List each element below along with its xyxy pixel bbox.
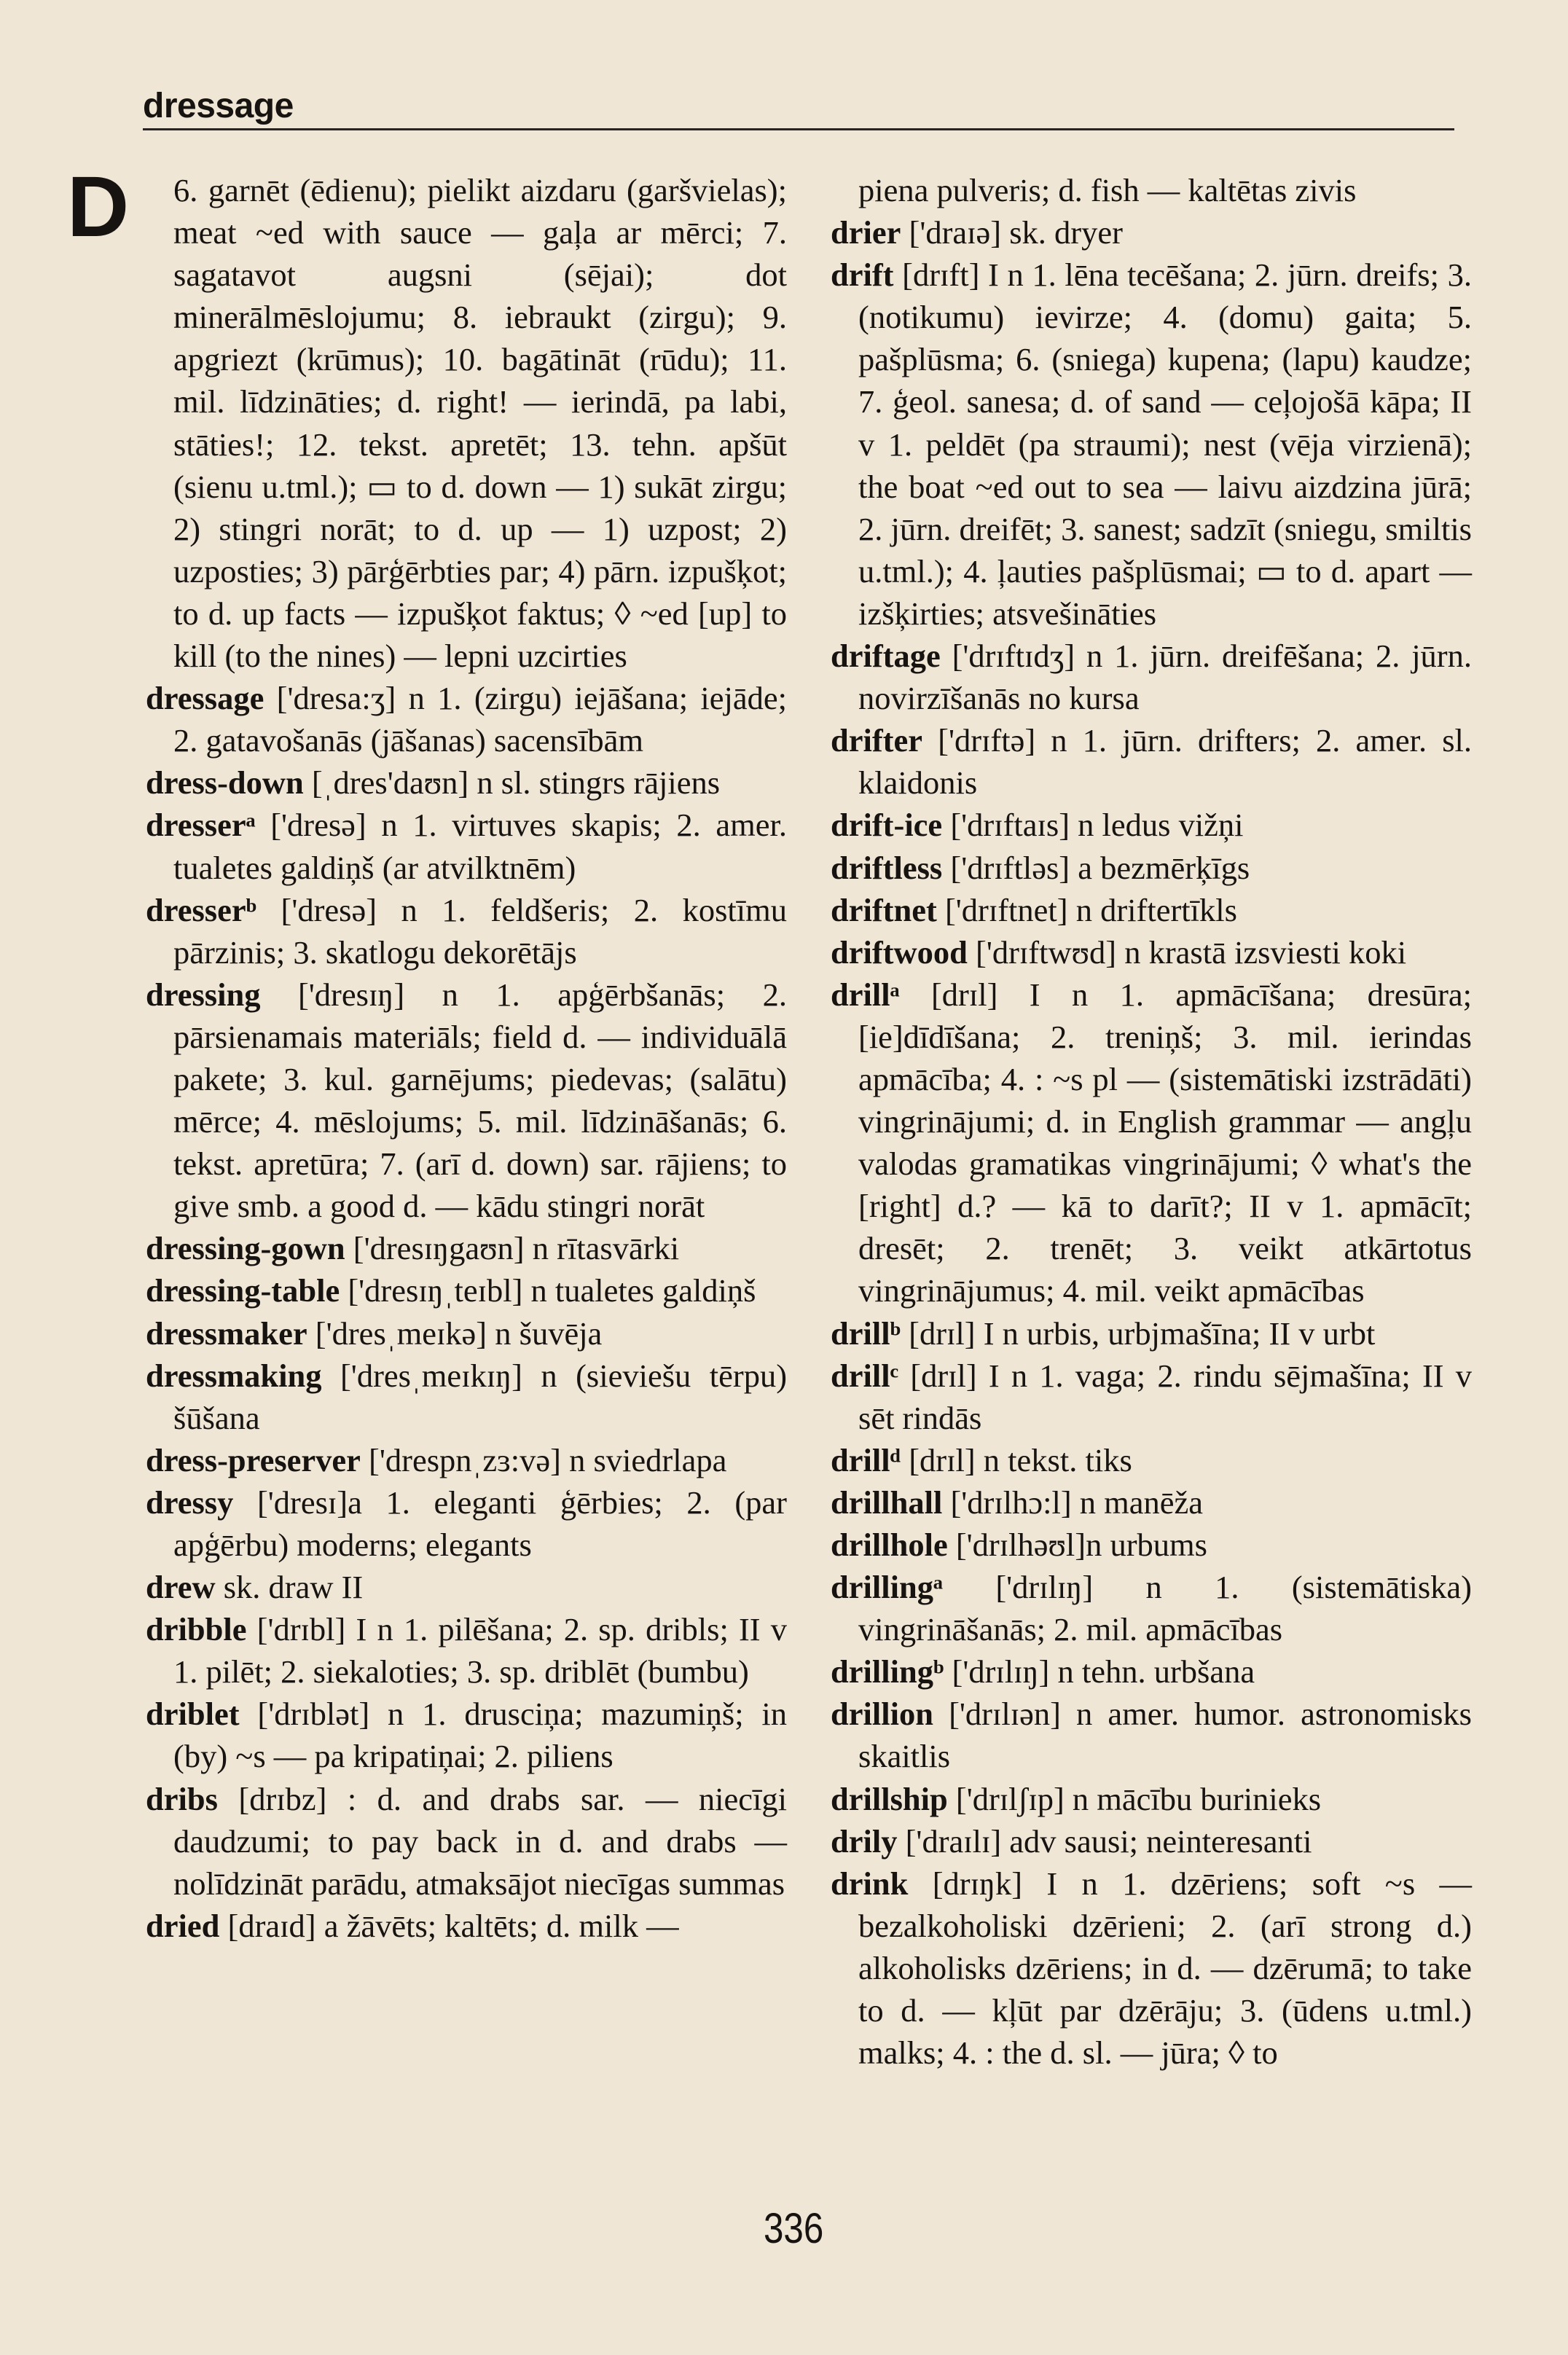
entry-text: [drɪŋk] I n 1. dzēriens; soft ~s — bezalkoholiski dzērieni; 2. (arī strong d.) alkoholisks dzēriens; in d. — dzērumā; to take to d. — kļūt par dzērāju; 3. (ūdens u.tml.) malks; 4. : the d. sl. — jūra; ◊ to	[858, 1865, 1472, 2072]
dictionary-entry	[831, 973, 1472, 1312]
entry-text: 6. garnēt (ēdienu); pielikt aizdaru (garšvielas); meat ~ed with sauce — gaļa ar mērci; 7. sagatavot augsni (sējai); dot minerālmēslojumu; 8. iebraukt (zirgu); 9. apgriezt (krūmus); 10. bagātināt (rūdu); 11. mil. līdzināties; d. right! — ierindā, pa labi, stāties!; 12. tekst. apretēt; 13. tehn. apšūt (sienu u.tml.); ▭ to d. down — 1) sukāt zirgu; 2) stingri norāt; to d. up — 1) uzpost; 2) uzposties; 3) pārģērbties par; 4) pārn. izpušķot; to d. up facts — izpušķot faktus; ◊ ~ed [up] to kill (to the nines) — lepni uzcirties	[173, 172, 787, 675]
headword: dresserᵇ	[146, 891, 257, 928]
dictionary-entry	[831, 1312, 1472, 1355]
dictionary-entry	[831, 804, 1472, 846]
entry-text: ['drɪlɪən] n amer. humor. astronomisks skaitlis	[858, 1696, 1473, 1775]
dictionary-entry	[831, 1439, 1472, 1481]
entry-text: ['draɪə] sk. dryer	[909, 214, 1123, 251]
entry-text: ['drɪbl] I n 1. pilēšana; 2. sp. dribls; II v 1. pilēt; 2. siekaloties; 3. sp. driblēt (bumbu)	[173, 1611, 787, 1690]
dictionary-entry	[831, 1481, 1472, 1524]
headword: dressage	[146, 680, 264, 717]
entry-text: ['drɪftnet] n driftertīkls	[944, 891, 1237, 928]
headword: drillingᵃ	[831, 1569, 943, 1606]
headword: dressmaker	[146, 1314, 307, 1352]
dictionary-entry	[146, 804, 787, 888]
headword: driftnet	[831, 891, 937, 928]
thumb-index-letter: D	[67, 159, 130, 255]
entry-text: ['dresə] n 1. feldšeris; 2. kostīmu pārzinis; 3. skatlogu dekorētājs	[173, 891, 787, 971]
entry-text: ['dresɪ]a 1. eleganti ģērbies; 2. (par apģērbu) moderns; elegants	[173, 1484, 787, 1563]
headword: drillion	[831, 1696, 933, 1733]
headword: drillᵃ	[831, 976, 900, 1013]
entry-text: ['drɪlhɔ:l] n manēža	[950, 1484, 1204, 1521]
entry-continuation	[831, 169, 1472, 211]
entry-text: ['dresɪŋgaʊn] n rītasvārki	[353, 1230, 680, 1267]
dictionary-entry	[831, 1524, 1472, 1566]
headword: drink	[831, 1865, 909, 1902]
dictionary-entry	[146, 677, 787, 761]
dictionary-entry	[146, 1905, 787, 1947]
dictionary-entry	[146, 1566, 787, 1608]
entry-text: [drɪl] n tekst. tiks	[909, 1441, 1132, 1478]
headword: drift-ice	[831, 807, 943, 844]
dictionary-entry	[831, 254, 1472, 635]
headword: dressing	[146, 976, 261, 1013]
dictionary-entry	[831, 889, 1472, 931]
dictionary-entry	[831, 635, 1472, 719]
entry-text: ['dresˌmeɪkɪŋ] n (sieviešu tērpu) šūšana	[173, 1357, 788, 1436]
dictionary-entry	[146, 1481, 787, 1566]
dictionary-entry	[831, 1566, 1472, 1650]
headword: dressing-table	[146, 1272, 340, 1309]
entry-text: ['drɪftɪdʒ] n 1. jūrn. dreifēšana; 2. jūrn. novirzīšanās no kursa	[858, 638, 1472, 717]
headword: drift	[831, 256, 894, 294]
entry-text: sk. draw II	[223, 1569, 364, 1606]
entry-text: [drɪl] I n 1. apmācīšana; dresūra; [ie]dīdīšana; 2. treniņš; 3. mil. ierindas apmācība; 4. : ~s pl — (sistemātiski izstrādāti) vingrinājumi; d. in English grammar — angļu valodas gramatikas vingrinājumi; ◊ what's the [right] d.? — kā to darīt?; II v 1. apmācīt; dresēt; 2. trenēt; 3. veikt atkārtotus vingrinājumus; 4. mil. veikt apmācības	[858, 976, 1472, 1309]
headword: dress-preserver	[146, 1441, 361, 1478]
dictionary-entry	[831, 1820, 1472, 1862]
dictionary-entry	[146, 1693, 787, 1777]
headword: driftless	[831, 849, 943, 886]
dictionary-entry	[831, 931, 1472, 973]
entry-text: ['drɪlʃɪp] n mācību burinieks	[955, 1780, 1322, 1817]
headword: dress-down	[146, 764, 304, 802]
dictionary-entry	[146, 1355, 787, 1439]
dictionary-entry	[831, 847, 1472, 889]
dictionary-entry	[146, 1608, 787, 1693]
entry-text: ['drɪlɪŋ] n 1. (sistemātiska) vingrināšanās; 2. mil. apmācības	[858, 1569, 1472, 1648]
entry-continuation	[146, 169, 787, 677]
headword: drillhall	[831, 1484, 943, 1521]
headword: drillingᵇ	[831, 1653, 944, 1690]
headword: dribs	[146, 1780, 218, 1817]
dictionary-entry	[831, 1862, 1472, 2074]
entry-text: ['drɪblət] n 1. drusciņa; mazumiņš; in (by) ~s — pa kripatiņai; 2. piliens	[173, 1696, 788, 1775]
entry-text: ['dresɪŋ] n 1. apģērbšanās; 2. pārsienamais materiāls; field d. — individuālā pakete; 3. kul. garnējums; piedevas; (salātu) mērce; 4. mēslojums; 5. mil. līdzināšanās; 6. tekst. apretūra; 7. (arī d. down) sar. rājiens; to give smb. a good d. — kādu stingri norāt	[173, 976, 787, 1225]
right-column	[831, 169, 1472, 2074]
left-column	[146, 169, 787, 1947]
running-head: dressage	[143, 87, 294, 125]
dictionary-entry	[146, 1439, 787, 1481]
headword: dressing-gown	[146, 1230, 345, 1267]
entry-text: ['drɪftwʊd] n krastā izsviesti koki	[976, 933, 1407, 971]
entry-text: ['dresə] n 1. virtuves skapis; 2. amer. tualetes galdiņš (ar atvilktnēm)	[173, 807, 787, 886]
entry-text: piena pulveris; d. fish — kaltētas zivis	[858, 172, 1357, 208]
entry-text: ['draɪlɪ] adv sausi; neinteresanti	[905, 1822, 1312, 1860]
headword: drillᵈ	[831, 1441, 901, 1478]
dictionary-entry	[831, 1693, 1472, 1777]
entry-text: ['dresa:ʒ] n 1. (zirgu) iejāšana; iejāde; 2. gatavošanās (jāšanas) sacensībām	[173, 680, 788, 759]
entry-text: [drɪl] I n urbis, urbjmašīna; II v urbt	[909, 1314, 1376, 1352]
dictionary-entry	[831, 1650, 1472, 1693]
headword: drillᵇ	[831, 1314, 901, 1352]
entry-text: ['drɪftaɪs] n ledus vižņi	[950, 807, 1244, 844]
header-rule	[143, 128, 1454, 130]
dictionary-entry	[831, 719, 1472, 804]
entry-text: ['dresˌmeɪkə] n šuvēja	[315, 1314, 603, 1352]
headword: dried	[146, 1907, 220, 1944]
entry-text: [drɪbz] : d. and drabs sar. — niecīgi daudzumi; to pay back in d. and drabs — nolīdzināt parādu, atmaksājot niecīgas summas	[173, 1780, 787, 1902]
entry-text: ['drɪlɪŋ] n tehn. urbšana	[952, 1653, 1255, 1690]
entry-text: [drɪl] I n 1. vaga; 2. rindu sējmašīna; II v sēt rindās	[858, 1357, 1472, 1436]
headword: drillᶜ	[831, 1357, 899, 1394]
headword: dressy	[146, 1484, 234, 1521]
dictionary-entry	[146, 889, 787, 973]
page-number: 336	[764, 2205, 824, 2252]
headword: drily	[831, 1822, 898, 1860]
dictionary-entry	[146, 1312, 787, 1355]
entry-text: ['drɪftləs] a bezmērķīgs	[950, 849, 1250, 886]
headword: driftwood	[831, 933, 968, 971]
entry-text: ['drɪlhəʊl]n urbums	[955, 1527, 1207, 1563]
headword: dribble	[146, 1611, 247, 1648]
dictionary-entry	[831, 1355, 1472, 1439]
entry-text: ['drespnˌzɜ:və] n sviedrlapa	[369, 1441, 727, 1478]
dictionary-entry	[146, 973, 787, 1228]
entry-text: ['dresɪŋˌteɪbl] n tualetes galdiņš	[348, 1272, 756, 1309]
entry-text: [ˌdres'daʊn] n sl. stingrs rājiens	[311, 764, 721, 802]
dictionary-entry	[831, 1778, 1472, 1820]
headword: drier	[831, 214, 901, 251]
entry-text: [draɪd] a žāvēts; kaltēts; d. milk —	[227, 1907, 679, 1944]
entry-text: [drɪft] I n 1. lēna tecēšana; 2. jūrn. dreifs; 3. (notikumu) ievirze; 4. (domu) gaita; 5. pašplūsma; 6. (sniega) kupena; (lapu) kaudze; 7. ģeol. sanesa; d. of sand — ceļojošā kāpa; II v 1. peldēt (pa straumi); nest (vēja virzienā); the boat ~ed out to sea — laivu aizdzina jūrā; 2. jūrn. dreifēt; 3. sanest; sadzīt (sniegu, smiltis u.tml.); 4. ļauties pašplūsmai; ▭ to d. apart — izšķirties; atsvešināties	[858, 256, 1472, 632]
headword: dresserᵃ	[146, 807, 256, 844]
headword: drew	[146, 1569, 216, 1606]
dictionary-entry	[146, 1269, 787, 1312]
headword: drifter	[831, 722, 923, 759]
entry-text: ['drɪftə] n 1. jūrn. drifters; 2. amer. sl. klaidonis	[858, 722, 1472, 802]
headword: dressmaking	[146, 1357, 322, 1394]
headword: driblet	[146, 1696, 240, 1733]
dictionary-entry	[146, 1778, 787, 1905]
dictionary-entry	[146, 1227, 787, 1269]
headword: driftage	[831, 638, 941, 675]
headword: drillship	[831, 1780, 948, 1817]
headword: drillhole	[831, 1527, 948, 1563]
dictionary-entry	[146, 761, 787, 804]
dictionary-entry	[831, 211, 1472, 254]
